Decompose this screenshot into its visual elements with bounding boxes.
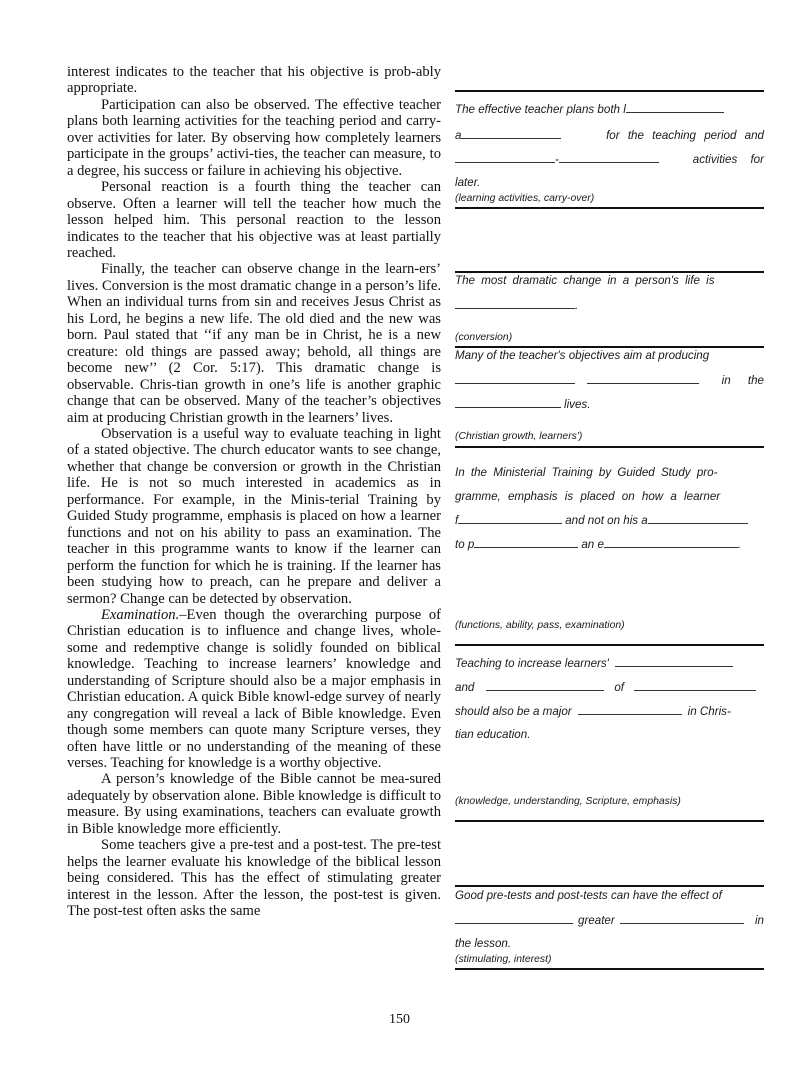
frame-line	[455, 349, 764, 362]
answer-blank[interactable]	[634, 680, 756, 691]
section-heading: Examination.	[101, 606, 180, 623]
frame-answer: (functions, ability, pass, examination)	[455, 620, 625, 631]
frame-text: .	[737, 538, 742, 551]
frame-divider	[455, 820, 764, 822]
frame-text: of	[614, 681, 625, 694]
frame-text: should also be a major	[455, 705, 572, 718]
frame-divider	[455, 207, 764, 209]
answer-blank[interactable]	[648, 513, 748, 524]
paragraph: Finally, the teacher can observe change in the learn-ers’ lives. Conversion is the most dramatic change in a person’s life. When an individual turns from sin and receives Jesus Christ as his Lord, he begins a new life. The old died and the new was born. Paul stated that ‘‘if any man be in Christ, he is a new creature: old things are passed away; behold, all things are become new’’ (2 Cor. 5:17). This dramatic change is observable. Chris-tian growth in one’s life is another graphic change that can be observed. Many of the teacher’s objectives aim at producing Christian growth in the learners’ lives.	[67, 261, 441, 426]
frame-text: in	[754, 914, 764, 927]
paragraph-examination	[67, 607, 441, 772]
answer-blank[interactable]	[604, 537, 738, 548]
frame-text: an e	[581, 538, 604, 551]
frame-answer: (stimulating, interest)	[455, 954, 552, 965]
frame-line	[455, 298, 764, 312]
frame-text: tian education.	[455, 728, 531, 741]
frame-line	[455, 537, 764, 551]
paragraph: Some teachers give a pre-test and a post-test. The pre-test helps the learner evaluate his knowledge of the biblical lesson being considered. This has the effect of stimulating greater interest in the lesson. After the lesson, the post-test is given. The post-test often asks the same	[67, 837, 441, 920]
frame-line	[455, 274, 764, 287]
frame-text: and	[455, 681, 475, 694]
frame-text: .	[575, 299, 579, 312]
answer-blank[interactable]	[559, 152, 659, 163]
frame-line	[455, 680, 764, 694]
frame-line	[455, 513, 764, 527]
answer-blank[interactable]	[626, 102, 724, 113]
answer-blank[interactable]	[461, 128, 561, 139]
frame-answer: (Christian growth, learners')	[455, 431, 583, 442]
frame-line	[455, 102, 764, 116]
frame-line	[455, 152, 764, 166]
frame-text: -	[555, 153, 559, 166]
frame-text: In the Ministerial Training by Guided Study pro-	[455, 466, 718, 479]
answer-blank[interactable]	[455, 397, 561, 408]
frame-text: the lesson.	[455, 937, 512, 950]
frame-line	[455, 176, 764, 189]
paragraph: Observation is a useful way to evaluate teaching in light of a stated objective. The church educator wants to see change, whether that change be conversion or growth in the Christian life. He is not so much interested in academics as in performance. For example, in the Minis-terial Training by Guided Study programme, emphasis is placed on how a learner functions and not on his ability to pass an examination. The teacher in this programme wants to know if the learner can perform the function for which he is training. If the learner has been studying how to preach, can he prepare and deliver a sermon? Change can be detected by observation.	[67, 425, 441, 607]
frame-line	[455, 490, 764, 503]
frame-text: greater	[578, 914, 615, 927]
frame-text: and not on his a	[565, 514, 648, 527]
frame-text: lives.	[564, 398, 591, 411]
frame-text: activities for	[692, 153, 764, 166]
frame-line	[455, 466, 764, 479]
frame-line	[455, 728, 764, 741]
answer-blank[interactable]	[474, 537, 578, 548]
frame-answer: (knowledge, understanding, Scripture, emphasis)	[455, 796, 681, 807]
frame-line	[455, 937, 764, 950]
paragraph: Personal reaction is a fourth thing the teacher can observe. Often a learner will tell the teacher how much the lesson helped him. This personal reaction to the lesson indicates to the teacher that his objective was at least partially reached.	[67, 179, 441, 261]
frame-text: Many of the teacher's objectives aim at producing	[455, 349, 710, 362]
answer-blank[interactable]	[455, 373, 575, 384]
frame-text: The effective teacher plans both l	[455, 103, 626, 116]
frame-text: gramme, emphasis is placed on how a learner	[455, 490, 721, 503]
page-number: 150	[389, 1012, 410, 1027]
answer-blank[interactable]	[578, 704, 682, 715]
frame-line	[455, 397, 764, 411]
frame-text: a	[455, 129, 462, 142]
frame-text: later.	[455, 176, 481, 189]
frame-divider	[455, 885, 764, 887]
frame-text: Good pre-tests and post-tests can have the effect of	[455, 889, 722, 902]
answer-blank[interactable]	[615, 656, 733, 667]
frame-divider	[455, 90, 764, 92]
frame-answer: (learning activities, carry-over)	[455, 193, 595, 204]
frame-text: for the teaching period and	[606, 129, 764, 142]
paragraph: Participation can also be observed. The effective teacher plans both learning activities for the teaching period and carry-over activities for later. By observing how completely learners participate in the groups’ activi-ties, the teacher can measure, to a degree, his success or failure in achieving his objective.	[67, 96, 441, 179]
frame-divider	[455, 271, 764, 273]
answer-blank[interactable]	[620, 913, 744, 924]
frame-divider	[455, 346, 764, 348]
answer-blank[interactable]	[455, 298, 575, 309]
frame-answer: (conversion)	[455, 332, 513, 343]
paragraph: interest indicates to the teacher that his objective is prob-ably appropriate.	[67, 64, 441, 97]
frame-text: Teaching to increase learners'	[455, 657, 609, 670]
main-text-column	[67, 64, 441, 920]
frame-line	[455, 889, 764, 902]
answer-blank[interactable]	[587, 373, 699, 384]
frame-line	[455, 913, 764, 927]
frame-divider	[455, 968, 764, 970]
frame-line	[455, 704, 764, 718]
answer-blank[interactable]	[455, 913, 573, 924]
paragraph-text: –Even though the overarching purpose of Christian education is to influence and change lives, whole-some and redemptive change is solidly founded on biblical knowledge. Teaching to increase learners’ knowledge and understanding of Scripture should also be a major emphasis in Christian education. A quick Bible knowl-edge survey of nearly any congregation will reveal a lack of Bible knowledge. Even though some members can quote many Scripture verses, they often have little or no understanding of the meaning of these verses. Teaching for knowledge is a worthy objective.	[67, 606, 441, 772]
answer-blank[interactable]	[458, 513, 562, 524]
frame-text: to p	[455, 538, 475, 551]
frame-divider	[455, 446, 764, 448]
paragraph: A person’s knowledge of the Bible cannot be mea-sured adequately by observation alone. Bible knowledge is difficult to measure. By using examinations, teachers can evaluate growth in Bible knowledge more efficiently.	[67, 771, 441, 837]
frame-line	[455, 373, 764, 387]
answer-blank[interactable]	[486, 680, 604, 691]
frame-divider	[455, 644, 764, 646]
frame-text: in Chris-	[687, 705, 731, 718]
frame-text: f	[455, 514, 459, 527]
frame-line	[455, 128, 764, 142]
frame-text: The most dramatic change in a person's life is	[455, 274, 715, 287]
answer-blank[interactable]	[455, 152, 555, 163]
frame-line	[455, 656, 764, 670]
frame-text: in the	[721, 374, 764, 387]
